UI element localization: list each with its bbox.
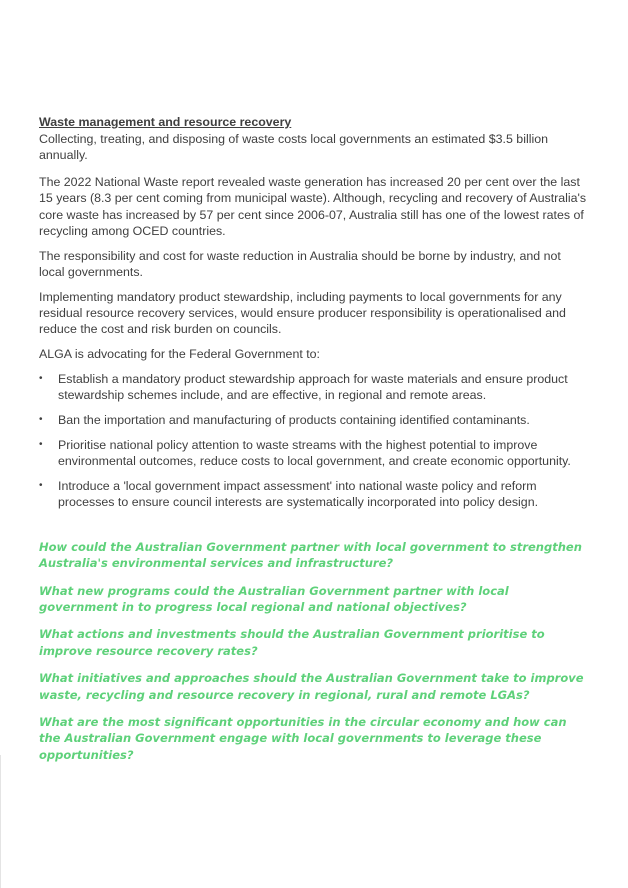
bullet-icon: • bbox=[39, 414, 43, 426]
consultation-questions bbox=[39, 539, 587, 763]
question-text: What actions and investments should the Australian Government prioritise to improve resource recovery rates? bbox=[39, 627, 545, 658]
list-item-text: Introduce a 'local government impact assessment' into national waste policy and reform processes to ensure council interests are systematically incorporated into policy design. bbox=[58, 479, 539, 510]
list-item bbox=[39, 437, 587, 470]
bullet-icon: • bbox=[39, 373, 43, 385]
question-text: How could the Australian Government partner with local government to strengthen Australia's environmental services and infrastructure? bbox=[39, 539, 582, 570]
bullet-icon: • bbox=[39, 438, 43, 450]
responsibility-paragraph: The responsibility and cost for waste reduction in Australia should be borne by industry, and not local governments. bbox=[39, 248, 561, 280]
list-item-text: Ban the importation and manufacturing of products containing identified contaminants. bbox=[58, 413, 530, 428]
list-item bbox=[39, 412, 587, 428]
page-edge-divider bbox=[0, 755, 1, 888]
question-text: What are the most significant opportunities in the circular economy and how can the Australian Government engage with local governments to leverage these opportunities? bbox=[39, 715, 567, 762]
document-page bbox=[39, 114, 587, 774]
intro-paragraph: Collecting, treating, and disposing of waste costs local governments an estimated $3.5 billion annually. bbox=[39, 131, 548, 162]
bullet-icon: • bbox=[39, 480, 43, 492]
advocacy-list bbox=[39, 371, 587, 511]
question-text: What new programs could the Australian Government partner with local government in to progress local regional and national objectives? bbox=[39, 583, 509, 614]
waste-report-paragraph: The 2022 National Waste report revealed waste generation has increased 20 per cent over the last 15 years (8.3 per cent coming from municipal waste). Although, recycling and recovery of Australia's core waste has increased by 57 per cent since 2006-07, Australia still has one of the lowest rates of recycling among OCED countries. bbox=[39, 175, 587, 238]
list-item bbox=[39, 371, 587, 404]
list-item bbox=[39, 478, 587, 511]
section-heading: Waste management and resource recovery bbox=[39, 115, 292, 129]
stewardship-paragraph: Implementing mandatory product stewardship, including payments to local governments for any residual resource recovery services, would ensure producer responsibility is operationalised and reduce the cost and risk burden on councils. bbox=[39, 289, 566, 337]
list-item-text: Prioritise national policy attention to waste streams with the highest potential to improve environmental outcomes, reduce costs to local government, and create economic opportunity. bbox=[58, 437, 571, 469]
list-item-text: Establish a mandatory product stewardship approach for waste materials and ensure product stewardship schemes include, and are effective, in regional and remote areas. bbox=[58, 372, 568, 403]
advocacy-intro-paragraph: ALGA is advocating for the Federal Government to: bbox=[39, 347, 321, 362]
question-text: What initiatives and approaches should the Australian Government take to improve waste, recycling and resource recovery in regional, rural and remote LGAs? bbox=[39, 671, 584, 702]
